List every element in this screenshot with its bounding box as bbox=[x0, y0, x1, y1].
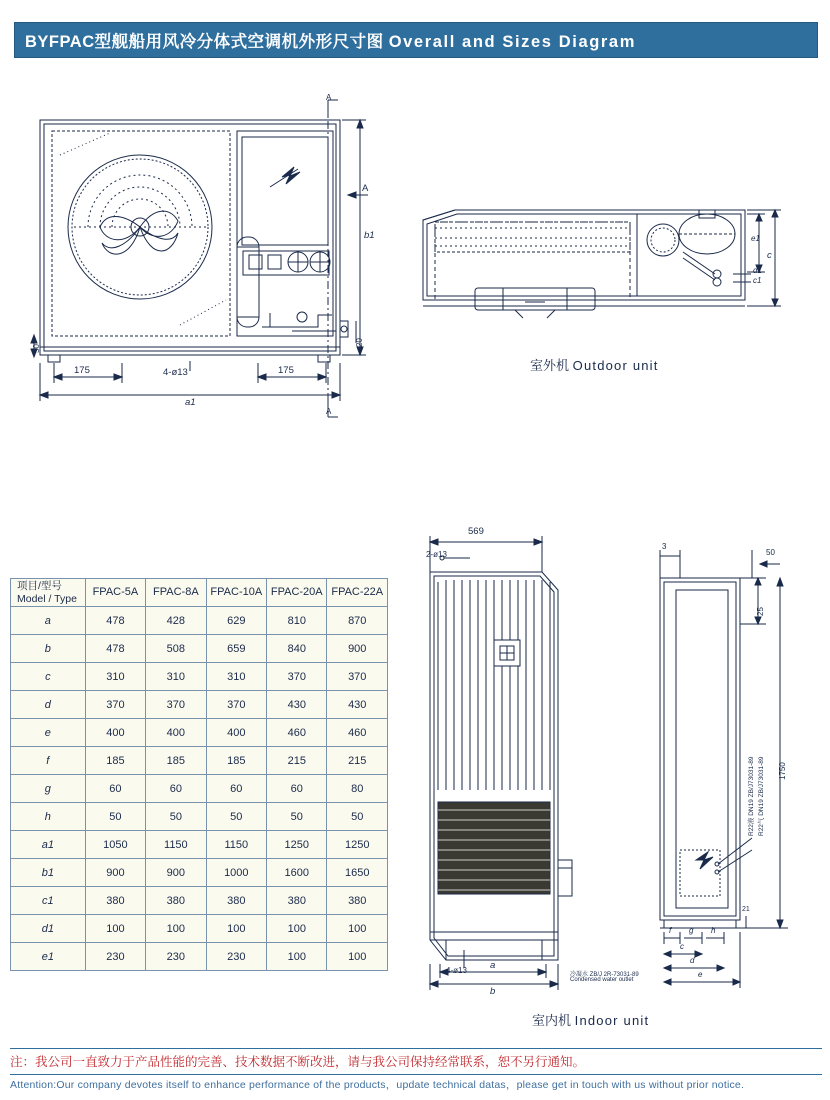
row-label: h bbox=[11, 803, 86, 831]
notice-divider bbox=[10, 1074, 822, 1075]
cell: 50 bbox=[206, 803, 266, 831]
cell: 370 bbox=[206, 691, 266, 719]
cell: 230 bbox=[146, 943, 206, 971]
cell: 100 bbox=[327, 915, 388, 943]
indoor-unit-caption bbox=[532, 1010, 649, 1029]
cell: 80 bbox=[327, 775, 388, 803]
notice-cn: 注：我公司一直致力于产品性能的完善、技术数据不断改进，请与我公司保持经常联系，恕不另行通知。 bbox=[10, 1054, 586, 1069]
cell: 1250 bbox=[267, 831, 327, 859]
dim-h-label: h bbox=[711, 926, 716, 935]
indoor-bottom-holes-label: 4-ø13 bbox=[446, 966, 467, 975]
cell: 1050 bbox=[85, 831, 145, 859]
cell: 370 bbox=[85, 691, 145, 719]
dim-f-label: f bbox=[669, 926, 672, 935]
indoor-side-dim-e-label: e bbox=[698, 970, 703, 979]
cell: 460 bbox=[267, 719, 327, 747]
cell: 50 bbox=[327, 803, 388, 831]
dim-d1-label: d1 bbox=[753, 266, 762, 275]
cell: 870 bbox=[327, 607, 388, 635]
drain-note-en: Condensed water outlet bbox=[570, 977, 634, 983]
column-header-1: FPAC-8A bbox=[146, 579, 206, 607]
drain-note-cn: 冷凝水 ZB/J 2R-73031-89 bbox=[570, 972, 639, 978]
table-row bbox=[11, 719, 388, 747]
cell: 478 bbox=[85, 607, 145, 635]
table-row bbox=[11, 915, 388, 943]
table-row bbox=[11, 803, 388, 831]
table-row bbox=[11, 607, 388, 635]
dim-21-label: 21 bbox=[742, 906, 750, 913]
table-corner-en: Model / Type bbox=[17, 592, 77, 605]
cell: 508 bbox=[146, 635, 206, 663]
cell: 1650 bbox=[327, 859, 388, 887]
cell: 900 bbox=[327, 635, 388, 663]
dim-175-left-label: 175 bbox=[74, 365, 90, 376]
dim-b1-label: b1 bbox=[364, 230, 375, 241]
cell: 478 bbox=[85, 635, 145, 663]
cell: 185 bbox=[206, 747, 266, 775]
dim-25-label: 25 bbox=[756, 607, 765, 616]
cell: 50 bbox=[267, 803, 327, 831]
page-header bbox=[14, 22, 818, 58]
dim-20-label: 20 bbox=[355, 338, 364, 347]
outdoor-side-drawing bbox=[415, 190, 785, 380]
row-label: d bbox=[11, 691, 86, 719]
view-arrow-a-label: A bbox=[362, 183, 369, 194]
cell: 629 bbox=[206, 607, 266, 635]
cell: 100 bbox=[327, 943, 388, 971]
section-mark-bottom-label: A bbox=[326, 407, 332, 416]
dim-e1-label: e1 bbox=[751, 234, 760, 243]
cell: 370 bbox=[146, 691, 206, 719]
page-title-en: Overall and Sizes Diagram bbox=[388, 33, 636, 51]
cell: 370 bbox=[327, 663, 388, 691]
dim-a-label: a bbox=[490, 960, 496, 971]
cell: 50 bbox=[85, 803, 145, 831]
column-header-2: FPAC-10A bbox=[206, 579, 266, 607]
cell: 380 bbox=[85, 887, 145, 915]
cell: 100 bbox=[85, 915, 145, 943]
cell: 1250 bbox=[327, 831, 388, 859]
cell: 60 bbox=[85, 775, 145, 803]
cell: 659 bbox=[206, 635, 266, 663]
cell: 400 bbox=[146, 719, 206, 747]
dimension-table-wrapper bbox=[10, 578, 388, 971]
outdoor-caption-en: Outdoor unit bbox=[572, 358, 659, 373]
indoor-side-dim-50-label: 50 bbox=[766, 548, 775, 557]
cell: 370 bbox=[267, 663, 327, 691]
table-row bbox=[11, 635, 388, 663]
cell: 310 bbox=[206, 663, 266, 691]
cell: 50 bbox=[146, 803, 206, 831]
outdoor-unit-side-view bbox=[415, 190, 785, 380]
table-row bbox=[11, 691, 388, 719]
cell: 100 bbox=[267, 915, 327, 943]
outdoor-caption-cn: 室外机 bbox=[530, 358, 570, 373]
cell: 310 bbox=[85, 663, 145, 691]
table-row bbox=[11, 775, 388, 803]
cell: 1150 bbox=[206, 831, 266, 859]
row-label: b bbox=[11, 635, 86, 663]
cell: 100 bbox=[206, 915, 266, 943]
indoor-unit-side-view bbox=[640, 520, 810, 1000]
page-title bbox=[15, 28, 636, 52]
indoor-side-dim-c-label: c bbox=[680, 942, 684, 951]
dim-c-label: c bbox=[767, 250, 772, 261]
indoor-front-drawing bbox=[410, 520, 590, 1000]
cell: 215 bbox=[267, 747, 327, 775]
column-header-4: FPAC-22A bbox=[327, 579, 388, 607]
cell: 400 bbox=[85, 719, 145, 747]
cell: 840 bbox=[267, 635, 327, 663]
row-label: d1 bbox=[11, 915, 86, 943]
table-row bbox=[11, 663, 388, 691]
cell: 185 bbox=[85, 747, 145, 775]
table-corner-cn: 项目/型号 bbox=[17, 580, 62, 593]
table-corner-header bbox=[11, 579, 86, 607]
row-label: e1 bbox=[11, 943, 86, 971]
cell: 1000 bbox=[206, 859, 266, 887]
row-label: c bbox=[11, 663, 86, 691]
section-mark-top-label: A bbox=[326, 93, 332, 102]
indoor-side-drawing bbox=[640, 520, 810, 1000]
cell: 100 bbox=[267, 943, 327, 971]
cell: 60 bbox=[267, 775, 327, 803]
column-header-0: FPAC-5A bbox=[85, 579, 145, 607]
footer-notice bbox=[10, 1048, 822, 1095]
outdoor-unit-front-view bbox=[30, 95, 390, 425]
row-label: a1 bbox=[11, 831, 86, 859]
cell: 60 bbox=[146, 775, 206, 803]
dimension-table bbox=[10, 578, 388, 971]
indoor-top-holes-label: 2-ø13 bbox=[426, 550, 447, 559]
column-header-3: FPAC-20A bbox=[267, 579, 327, 607]
table-row bbox=[11, 831, 388, 859]
pipe-gas-label: R22气 DN19 ZB/J73031-89 bbox=[758, 756, 765, 836]
dim-3-label: 3 bbox=[662, 542, 667, 551]
dim-c1-label: c1 bbox=[753, 276, 762, 285]
cell: 810 bbox=[267, 607, 327, 635]
cell: 400 bbox=[206, 719, 266, 747]
dim-569-label: 569 bbox=[468, 526, 484, 537]
cell: 460 bbox=[327, 719, 388, 747]
indoor-caption-en: Indoor unit bbox=[574, 1013, 650, 1028]
cell: 380 bbox=[146, 887, 206, 915]
dim-g-label: g bbox=[689, 926, 694, 935]
cell: 310 bbox=[146, 663, 206, 691]
row-label: e bbox=[11, 719, 86, 747]
cell: 430 bbox=[267, 691, 327, 719]
row-label: b1 bbox=[11, 859, 86, 887]
page-title-cn: BYFPAC型舰船用风冷分体式空调机外形尺寸图 bbox=[25, 33, 384, 51]
row-label: g bbox=[11, 775, 86, 803]
cell: 185 bbox=[146, 747, 206, 775]
table-header-row bbox=[11, 579, 388, 607]
cell: 900 bbox=[85, 859, 145, 887]
cell: 900 bbox=[146, 859, 206, 887]
cell: 1600 bbox=[267, 859, 327, 887]
dim-a1-label: a1 bbox=[185, 397, 196, 408]
cell: 380 bbox=[327, 887, 388, 915]
cell: 230 bbox=[85, 943, 145, 971]
mounting-holes-label: 4-ø13 bbox=[163, 367, 188, 378]
cell: 230 bbox=[206, 943, 266, 971]
cell: 60 bbox=[206, 775, 266, 803]
dim-50-label: 50 bbox=[32, 344, 41, 353]
cell: 1150 bbox=[146, 831, 206, 859]
cell: 380 bbox=[267, 887, 327, 915]
indoor-caption-cn: 室内机 bbox=[532, 1013, 572, 1028]
row-label: a bbox=[11, 607, 86, 635]
dim-1750-label: 1750 bbox=[778, 762, 787, 780]
dim-175-right-label: 175 bbox=[278, 365, 294, 376]
table-row bbox=[11, 859, 388, 887]
notice-en: Attention:Our company devotes itself to enhance performance of the products，update technical datas，please get in touch with us without prior notice. bbox=[10, 1079, 745, 1092]
cell: 428 bbox=[146, 607, 206, 635]
indoor-unit-front-view bbox=[410, 520, 639, 1000]
outdoor-unit-caption bbox=[530, 355, 659, 374]
row-label: f bbox=[11, 747, 86, 775]
pipe-liquid-label: R22液 DN19 ZB/J73031-89 bbox=[748, 756, 755, 836]
table-row bbox=[11, 747, 388, 775]
cell: 380 bbox=[206, 887, 266, 915]
dim-b-label: b bbox=[490, 986, 496, 997]
cell: 430 bbox=[327, 691, 388, 719]
table-row bbox=[11, 943, 388, 971]
table-row bbox=[11, 887, 388, 915]
indoor-side-dim-d-label: d bbox=[690, 956, 695, 965]
cell: 100 bbox=[146, 915, 206, 943]
row-label: c1 bbox=[11, 887, 86, 915]
cell: 215 bbox=[327, 747, 388, 775]
